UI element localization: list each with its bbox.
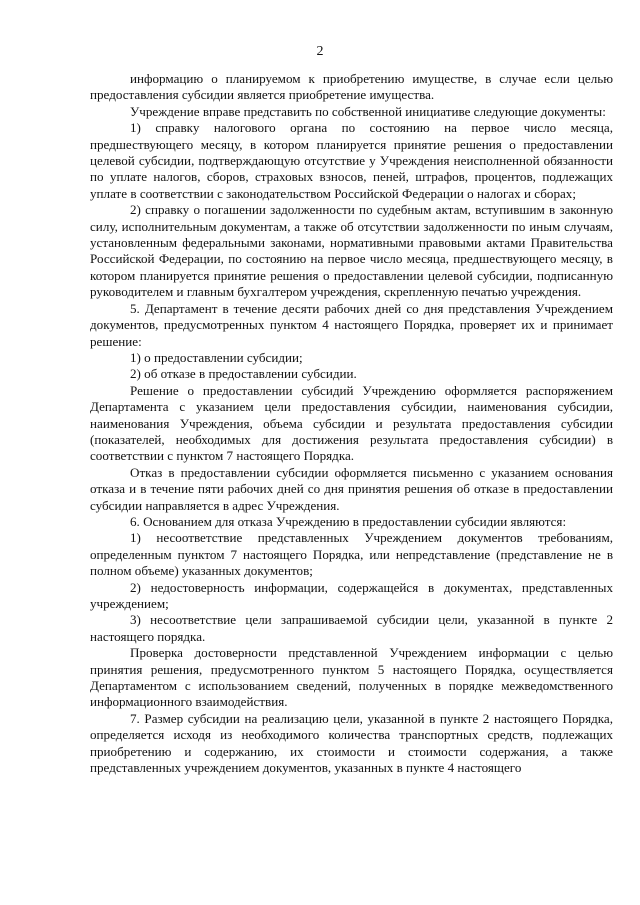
document-body — [90, 71, 613, 776]
list-item: 1) справку налогового органа по состоянию на первое число месяца, предшествующего месяцу, в котором планируется принятие решения о предоставлении целевой субсидии, подтверждающую отсутствие у Учреждения неисполненной обязанности по уплате налогов, сборов, страховых взносов, пеней, штрафов, процентов, подлежащих уплате в соответствии с законодательством Российской Федерации о налогах и сборах; — [90, 120, 613, 201]
list-item: 2) недостоверность информации, содержащейся в документах, представленных учреждением; — [90, 579, 613, 611]
paragraph: 5. Департамент в течение десяти рабочих дней со дня представления Учреждением документов, предусмотренных пунктом 4 настоящего Порядка, проверяет их и принимает решение: — [90, 300, 613, 349]
page-number: 2 — [316, 44, 324, 59]
list-item: 2) справку о погашении задолженности по судебным актам, вступившим в законную силу, исполнительным документам, а также об отсутствии задолженности по иным случаям, установленным федеральными законами, нормативными правовыми актами Правительства Российской Федерации, по состоянию на первое число месяца, предшествующего месяцу, в котором планируется принятие решения о предоставлении целевой субсидии, подписанную руководителем и главным бухгалтером учреждения, скрепленную печатью учреждения. — [90, 202, 613, 300]
paragraph: Решение о предоставлении субсидий Учреждению оформляется распоряжением Департамента с указанием цели предоставления субсидии, наименования субсидии, наименования Учреждения, объема субсидии и результата предоставления субсидии (показателей, необходимых для достижения результата предоставления субсидии) в соответствии с пунктом 7 настоящего Порядка. — [90, 382, 613, 464]
paragraph: Проверка достоверности представленной Учреждением информации с целью принятия решения, предусмотренного пунктом 5 настоящего Порядка, осуществляется Департаментом с использованием сведений, полученных в порядке межведомственного информационного взаимодействия. — [90, 645, 613, 710]
list-item: 1) несоответствие представленных Учреждением документов требованиям, определенным пунктом 7 настоящего Порядка, или непредставление (представление не в полном объеме) указанных документов; — [90, 530, 613, 579]
paragraph: Учреждение вправе представить по собственной инициативе следующие документы: — [130, 103, 606, 119]
paragraph: 7. Размер субсидии на реализацию цели, указанной в пункте 2 настоящего Порядка, определяется исходя из необходимого количества транспортных средств, подлежащих приобретению и содержанию, их стоимости и стоимости содержания, а также представленных учреждением документов, указанных в пункте 4 настоящего — [90, 710, 613, 776]
paragraph: информацию о планируемом к приобретению имуществе, в случае если целью предоставления субсидии является приобретение имущества. — [90, 71, 613, 103]
list-item: 1) о предоставлении субсидии; — [130, 349, 303, 365]
list-item: 3) несоответствие цели запрашиваемой субсидии цели, указанной в пункте 2 настоящего порядка. — [90, 612, 613, 644]
paragraph: 6. Основанием для отказа Учреждению в предоставлении субсидии являются: — [130, 513, 567, 529]
paragraph: Отказ в предоставлении субсидии оформляется письменно с указанием основания отказа и в течение пяти рабочих дней со дня принятия решения об отказе в предоставлении субсидии направляется в адрес Учреждения. — [90, 464, 613, 513]
list-item: 2) об отказе в предоставлении субсидии. — [130, 366, 357, 382]
